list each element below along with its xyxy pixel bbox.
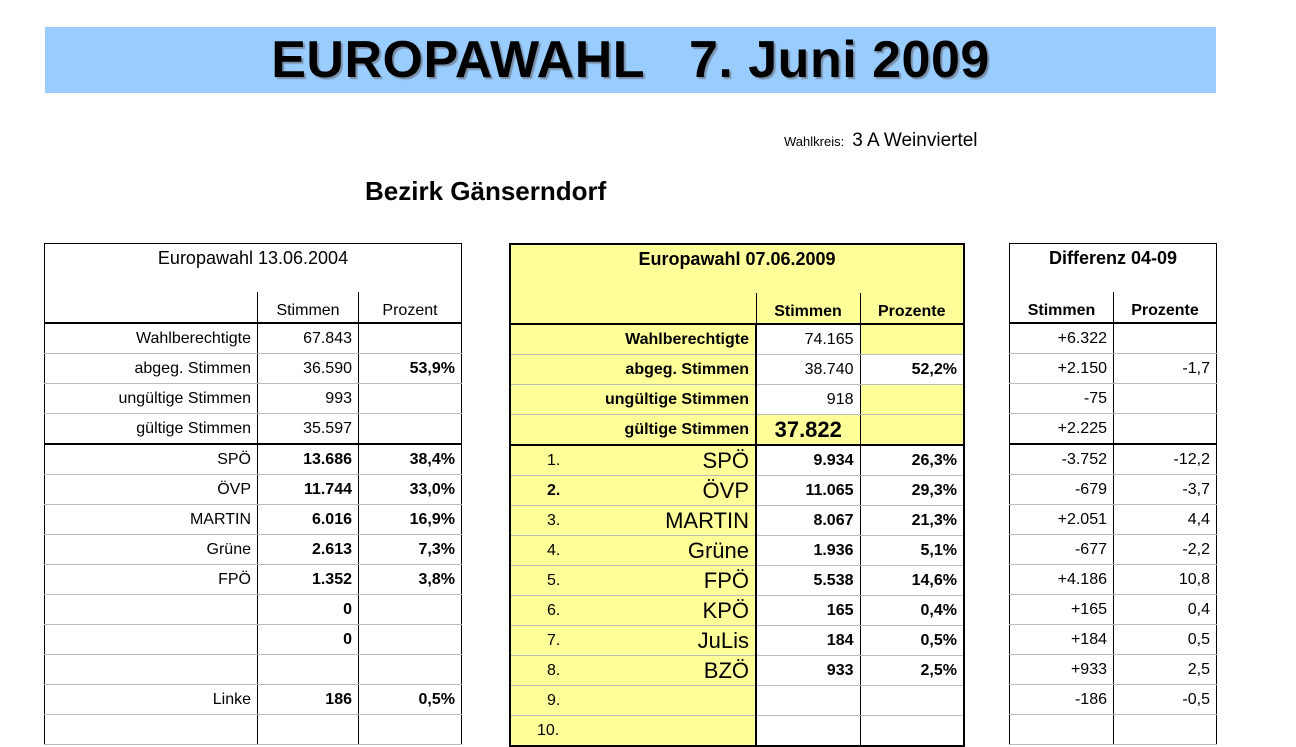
party-label: JuLis (697, 627, 749, 653)
stimmen-cell: 11.744 (258, 475, 359, 505)
prozent-cell: 29,3% (860, 476, 964, 506)
party-label: SPÖ (45, 444, 258, 475)
party-label: ÖVP (702, 477, 749, 503)
party-label: Grüne (45, 535, 258, 565)
prozent-cell: 16,9% (359, 505, 462, 535)
row-label: gültige Stimmen (510, 415, 756, 446)
row-label: ungültige Stimmen (45, 384, 258, 414)
table-row (510, 324, 964, 355)
wahlkreis-value: 3 A Weinviertel (852, 130, 978, 151)
prozent-cell: 38,4% (359, 444, 462, 475)
table-row (1010, 354, 1217, 384)
stimmen-diff-cell: +184 (1010, 625, 1114, 655)
prozent-diff-cell: -2,2 (1114, 535, 1217, 565)
prozent-cell (860, 415, 964, 446)
stimmen-diff-cell: -3.752 (1010, 444, 1114, 475)
stimmen-cell (756, 686, 860, 716)
prozent-cell: 0,4% (860, 596, 964, 626)
party-cell (510, 536, 756, 566)
stimmen-cell: 1.936 (756, 536, 860, 566)
prozent-cell (359, 384, 462, 414)
table-row (45, 475, 462, 505)
table-row (45, 323, 462, 354)
table-row (45, 505, 462, 535)
prozent-cell: 33,0% (359, 475, 462, 505)
title-banner (45, 27, 1216, 93)
table-row (510, 596, 964, 626)
party-cell (510, 445, 756, 476)
party-label (45, 715, 258, 745)
prozent-cell: 3,8% (359, 565, 462, 595)
table-differenz-header-prozente: Prozente (1114, 292, 1217, 323)
table-row (45, 354, 462, 384)
stimmen-diff-cell: -186 (1010, 685, 1114, 715)
table-row (45, 444, 462, 475)
prozent-diff-cell: 10,8 (1114, 565, 1217, 595)
table-row (510, 656, 964, 686)
table-2009 (509, 243, 965, 747)
rank: 4. (547, 542, 561, 559)
stimmen-cell: 933 (756, 656, 860, 686)
stimmen-diff-cell: -677 (1010, 535, 1114, 565)
row-label: ungültige Stimmen (510, 385, 756, 415)
prozent-diff-cell (1114, 323, 1217, 354)
table-differenz-header-stimmen: Stimmen (1010, 292, 1114, 323)
party-cell (510, 686, 756, 716)
prozent-cell: 53,9% (359, 354, 462, 384)
stimmen-diff-cell: +2.225 (1010, 414, 1114, 445)
prozent-diff-cell: 0,4 (1114, 595, 1217, 625)
table-row (1010, 565, 1217, 595)
table-row (510, 506, 964, 536)
prozent-cell: 0,5% (860, 626, 964, 656)
stimmen-diff-cell: +165 (1010, 595, 1114, 625)
party-label: ÖVP (45, 475, 258, 505)
prozent-cell (359, 595, 462, 625)
stimmen-cell: 38.740 (756, 355, 860, 385)
prozent-diff-cell: -0,5 (1114, 685, 1217, 715)
table-row (45, 595, 462, 625)
stimmen-cell: 35.597 (258, 414, 359, 445)
stimmen-diff-cell: -75 (1010, 384, 1114, 414)
table-row (45, 535, 462, 565)
prozent-cell: 2,5% (860, 656, 964, 686)
prozent-diff-cell (1114, 384, 1217, 414)
table-row (510, 716, 964, 747)
rank: 1. (547, 452, 561, 469)
party-label (45, 625, 258, 655)
rank: 10. (537, 722, 560, 739)
table-row (45, 384, 462, 414)
prozent-diff-cell: -1,7 (1114, 354, 1217, 384)
table-row (45, 715, 462, 745)
row-label: abgeg. Stimmen (45, 354, 258, 384)
party-label: Grüne (687, 537, 749, 563)
table-row (1010, 323, 1217, 354)
party-label: KPÖ (702, 597, 749, 623)
prozent-diff-cell: -3,7 (1114, 475, 1217, 505)
row-label: abgeg. Stimmen (510, 355, 756, 385)
stimmen-cell: 6.016 (258, 505, 359, 535)
table-2009-header-prozente: Prozente (860, 293, 964, 324)
table-row (510, 566, 964, 596)
table-2009-header-blank (510, 293, 756, 324)
table-2009-title: Europawahl 07.06.2009 (638, 249, 836, 269)
stimmen-cell: 165 (756, 596, 860, 626)
table-row (1010, 414, 1217, 445)
table-2004-title: Europawahl 13.06.2004 (157, 248, 349, 268)
table-differenz (1009, 243, 1217, 745)
rank: 6. (547, 602, 561, 619)
prozent-diff-cell (1114, 414, 1217, 445)
prozent-diff-cell: 0,5 (1114, 625, 1217, 655)
table-row (45, 685, 462, 715)
stimmen-cell: 37.822 (756, 415, 860, 446)
row-label: Wahlberechtigte (510, 324, 756, 355)
table-row (510, 626, 964, 656)
party-label: SPÖ (702, 447, 749, 473)
prozent-cell (860, 385, 964, 415)
party-cell (510, 596, 756, 626)
party-label: BZÖ (703, 657, 749, 683)
prozent-cell: 5,1% (860, 536, 964, 566)
table-row (1010, 535, 1217, 565)
table-row (510, 445, 964, 476)
rank: 5. (547, 572, 561, 589)
stimmen-diff-cell: +2.051 (1010, 505, 1114, 535)
stimmen-cell: 2.613 (258, 535, 359, 565)
party-cell (510, 476, 756, 506)
party-label: Linke (45, 685, 258, 715)
stimmen-diff-cell (1010, 715, 1114, 745)
stimmen-cell (258, 715, 359, 745)
rank: 3. (547, 512, 561, 529)
prozent-diff-cell: 4,4 (1114, 505, 1217, 535)
wahlkreis (784, 130, 978, 152)
prozent-cell (359, 655, 462, 685)
table-row (1010, 685, 1217, 715)
table-row (1010, 625, 1217, 655)
stimmen-cell: 74.165 (756, 324, 860, 355)
prozent-cell: 26,3% (860, 445, 964, 476)
prozent-cell (359, 715, 462, 745)
table-row (1010, 384, 1217, 414)
prozent-cell: 52,2% (860, 355, 964, 385)
stimmen-cell: 0 (258, 595, 359, 625)
stimmen-cell: 184 (756, 626, 860, 656)
table-row (510, 536, 964, 566)
stimmen-cell: 8.067 (756, 506, 860, 536)
table-row (1010, 715, 1217, 745)
stimmen-cell: 13.686 (258, 444, 359, 475)
table-2004-header-stimmen: Stimmen (258, 292, 359, 323)
prozent-cell: 0,5% (359, 685, 462, 715)
bezirk-heading: Bezirk Gänserndorf (365, 176, 607, 206)
table-row (45, 414, 462, 445)
rank: 2. (547, 482, 561, 499)
prozent-diff-cell: 2,5 (1114, 655, 1217, 685)
party-label: FPÖ (45, 565, 258, 595)
stimmen-cell: 9.934 (756, 445, 860, 476)
stimmen-cell (756, 716, 860, 747)
prozent-cell (860, 324, 964, 355)
prozent-cell (860, 686, 964, 716)
rank: 7. (547, 632, 561, 649)
stimmen-diff-cell: +933 (1010, 655, 1114, 685)
prozent-cell (359, 625, 462, 655)
stimmen-cell (258, 655, 359, 685)
table-row (45, 565, 462, 595)
wahlkreis-label: Wahlkreis: (784, 134, 845, 149)
stimmen-diff-cell: +2.150 (1010, 354, 1114, 384)
prozent-cell: 7,3% (359, 535, 462, 565)
table-row (1010, 475, 1217, 505)
party-cell (510, 506, 756, 536)
prozent-cell (359, 323, 462, 354)
rank: 8. (547, 662, 561, 679)
table-row (510, 415, 964, 446)
table-2009-header-stimmen: Stimmen (756, 293, 860, 324)
table-row (510, 385, 964, 415)
stimmen-cell: 993 (258, 384, 359, 414)
stimmen-cell: 186 (258, 685, 359, 715)
table-row (510, 355, 964, 385)
table-row (1010, 655, 1217, 685)
table-row (1010, 595, 1217, 625)
party-cell (510, 656, 756, 686)
prozent-cell: 21,3% (860, 506, 964, 536)
party-label (45, 655, 258, 685)
party-cell (510, 716, 756, 747)
table-row (510, 686, 964, 716)
prozent-cell: 14,6% (860, 566, 964, 596)
party-cell (510, 566, 756, 596)
stimmen-cell: 1.352 (258, 565, 359, 595)
table-row (45, 625, 462, 655)
stimmen-cell: 67.843 (258, 323, 359, 354)
stimmen-diff-cell: +4.186 (1010, 565, 1114, 595)
table-differenz-title: Differenz 04-09 (1048, 248, 1178, 268)
stimmen-cell: 11.065 (756, 476, 860, 506)
stimmen-cell: 5.538 (756, 566, 860, 596)
table-row (1010, 444, 1217, 475)
stimmen-cell: 36.590 (258, 354, 359, 384)
party-label: FPÖ (703, 567, 749, 593)
row-label: Wahlberechtigte (45, 323, 258, 354)
stimmen-cell: 0 (258, 625, 359, 655)
prozent-diff-cell: -12,2 (1114, 444, 1217, 475)
prozent-cell (359, 414, 462, 445)
party-label (45, 595, 258, 625)
prozent-cell (860, 716, 964, 747)
rank: 9. (547, 692, 561, 709)
row-label: gültige Stimmen (45, 414, 258, 445)
party-label: MARTIN (45, 505, 258, 535)
stimmen-diff-cell: -679 (1010, 475, 1114, 505)
table-row (45, 655, 462, 685)
page-title: EUROPAWAHL 7. Juni 2009 (271, 31, 990, 89)
table-row (510, 476, 964, 506)
prozent-diff-cell (1114, 715, 1217, 745)
party-cell (510, 626, 756, 656)
table-2004 (44, 243, 462, 745)
stimmen-diff-cell: +6.322 (1010, 323, 1114, 354)
table-2004-header-prozent: Prozent (359, 292, 462, 323)
stimmen-cell: 918 (756, 385, 860, 415)
party-label: MARTIN (665, 507, 749, 533)
table-2004-header-blank (45, 292, 258, 323)
table-row (1010, 505, 1217, 535)
